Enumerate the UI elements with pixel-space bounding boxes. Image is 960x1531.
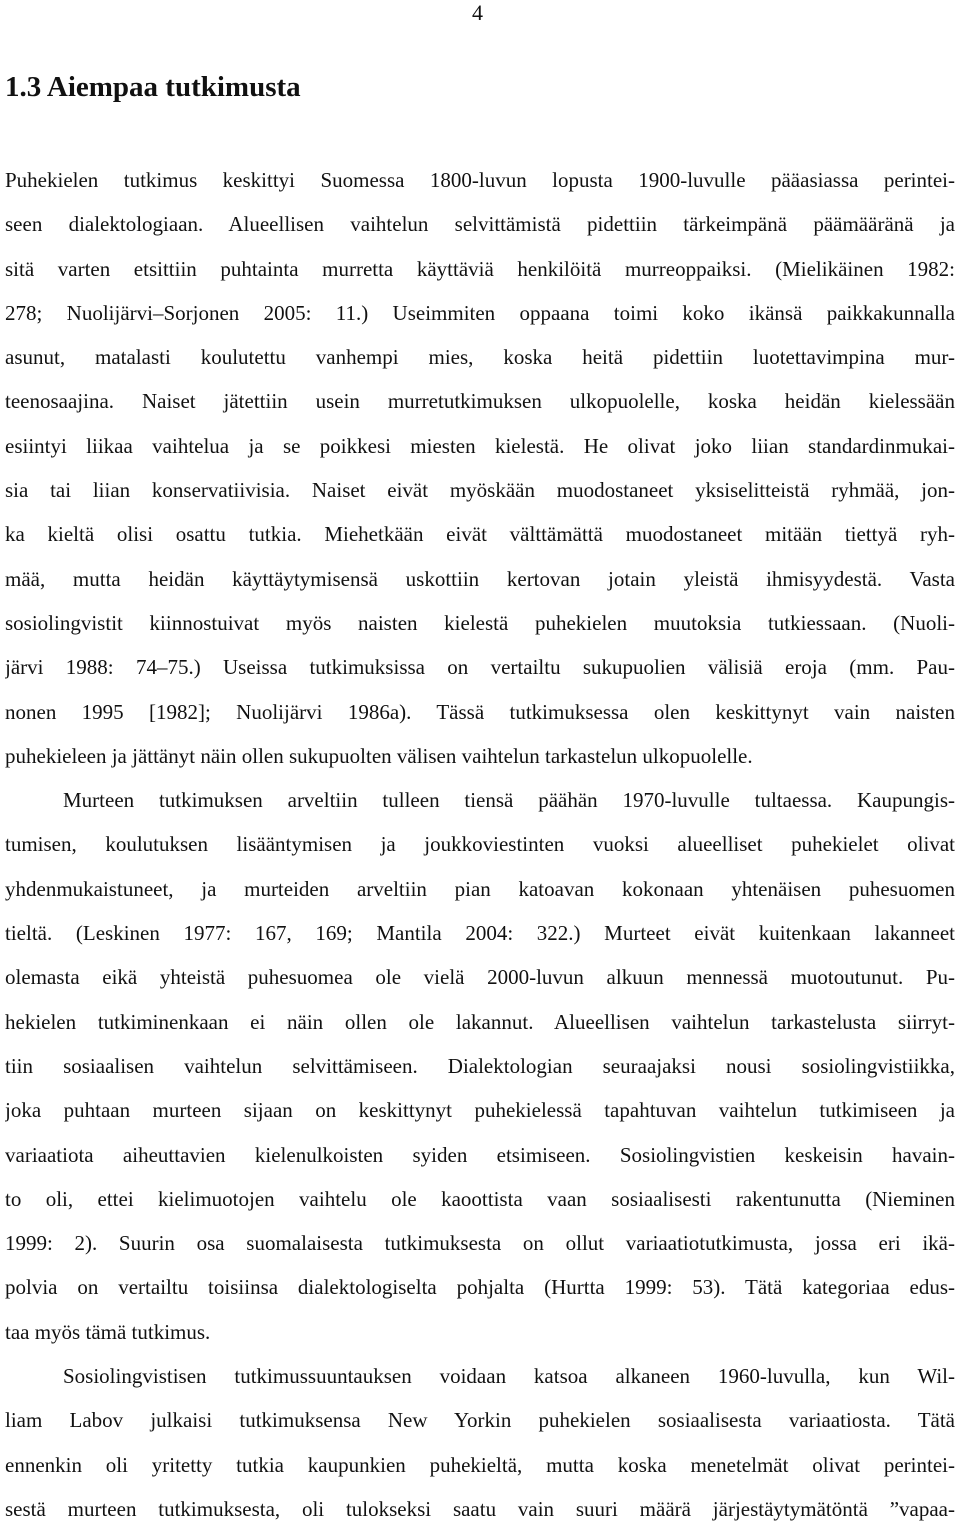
text-line: Murteen tutkimuksen arveltiin tulleen tiensä päähän 1970-luvulle tultaessa. Kaupungis- [63, 788, 955, 813]
body-text [5, 158, 955, 1531]
text-line: sia tai liian konservatiivisia. Naiset eivät myöskään muodostaneet yksiselitteistä ryhmää, jon- [5, 478, 955, 503]
text-line: nonen 1995 [1982]; Nuolijärvi 1986a). Tässä tutkimuksessa olen keskittynyt vain naisten [5, 699, 955, 724]
text-line: 278; Nuolijärvi–Sorjonen 2005: 11.) Useimmiten oppaana toimi koko ikänsä paikkakunnalla [5, 300, 955, 325]
paragraph [5, 1354, 955, 1531]
text-line: polvia on vertailtu toisiinsa dialektologiselta pohjalta (Hurtta 1999: 53). Tätä kategoriaa edus- [5, 1275, 955, 1300]
text-line: olemasta eikä yhteistä puhesuomea ole vielä 2000-luvun alkuun mennessä muotoutunut. Pu- [5, 965, 955, 990]
text-line: esiintyi liikaa vaihtelua ja se poikkesi miesten kielestä. He olivat joko liian standardinmukai- [5, 433, 955, 458]
text-line: ennenkin oli yritetty tutkia kaupunkien puhekieltä, mutta koska menetelmät olivat perintei- [5, 1452, 955, 1477]
text-line: Sosiolingvistisen tutkimussuuntauksen voidaan katsoa alkaneen 1960-luvulla, kun Wil- [63, 1364, 955, 1389]
text-line: variaatiota aiheuttavien kielenulkoisten syiden etsimiseen. Sosiolingvistien keskeisin havain- [5, 1142, 955, 1167]
text-line: ka kieltä olisi osattu tutkia. Miehetkään eivät välttämättä muodostaneet mitään tiettyä ryh- [5, 522, 955, 547]
text-line: taa myös tämä tutkimus. [5, 1319, 211, 1344]
text-line: joka puhtaan murteen sijaan on keskittynyt puhekielessä tapahtuvan vaihtelun tutkimiseen ja [5, 1098, 955, 1123]
section-heading: 1.3 Aiempaa tutkimusta [5, 71, 301, 103]
paragraph [5, 778, 955, 1354]
text-line: sitä varten etsittiin puhtainta murretta käyttäviä henkilöitä murreoppaiksi. (Mielikäinen 1982: [5, 256, 955, 281]
text-line: asunut, matalasti koulutettu vanhempi mies, koska heitä pidettiin luotettavimpina mur- [5, 345, 955, 370]
text-line: seen dialektologiaan. Alueellisen vaihtelun selvittämistä pidettiin tärkeimpänä päämääränä ja [5, 212, 955, 237]
text-line: liam Labov julkaisi tutkimuksensa New Yorkin puhekielen sosiaalisesta variaatiosta. Tätä [5, 1408, 955, 1433]
text-line: järvi 1988: 74–75.) Useissa tutkimuksissa on vertailtu sukupuolien välisiä eroja (mm. Pau- [5, 655, 955, 680]
text-line: tiin sosiaalisen vaihtelun selvittämiseen. Dialektologian seuraajaksi nousi sosiolingvistiikka, [5, 1053, 955, 1078]
page-number: 4 [472, 0, 483, 25]
text-line: to oli, ettei kielimuotojen vaihtelu ole kaoottista vaan sosiaalisesti rakentunutta (Nieminen [5, 1186, 955, 1211]
text-line: yhdenmukaistuneet, ja murteiden arveltiin pian katoavan kokonaan yhtenäisen puhesuomen [5, 876, 955, 901]
text-line: mää, mutta heidän käyttäytymisensä uskottiin kertovan jotain yleistä ihmisyydestä. Vasta [5, 566, 955, 591]
text-line: hekielen tutkiminenkaan ei näin ollen ole lakannut. Alueellisen vaihtelun tarkastelusta siirryt- [5, 1009, 955, 1034]
text-line: tieltä. (Leskinen 1977: 167, 169; Mantila 2004: 322.) Murteet eivät kuitenkaan lakanneet [5, 921, 955, 946]
text-line: sosiolingvistit kiinnostuivat myös naisten kielestä puhekielen muutoksia tutkiessaan. (Nuoli- [5, 610, 955, 635]
text-line: sestä murteen tutkimuksesta, oli tulokseksi saatu vain suuri määrä järjestäytymätöntä ”vapaa- [5, 1496, 955, 1521]
paragraph [5, 158, 955, 778]
text-line: 1999: 2). Suurin osa suomalaisesta tutkimuksesta on ollut variaatiotutkimusta, jossa eri ikä- [5, 1231, 955, 1256]
text-line: puhekieleen ja jättänyt näin ollen sukupuolten välisen vaihtelun tarkastelun ulkopuolelle. [5, 743, 753, 768]
text-line: teenosaajina. Naiset jätettiin usein murretutkimuksen ulkopuolelle, koska heidän kielessään [5, 389, 955, 414]
text-line: Puhekielen tutkimus keskittyi Suomessa 1800-luvun lopusta 1900-luvulle pääasiassa perintei- [5, 168, 955, 192]
text-line: tumisen, koulutuksen lisääntymisen ja joukkoviestinten vuoksi alueelliset puhekielet olivat [5, 832, 955, 857]
